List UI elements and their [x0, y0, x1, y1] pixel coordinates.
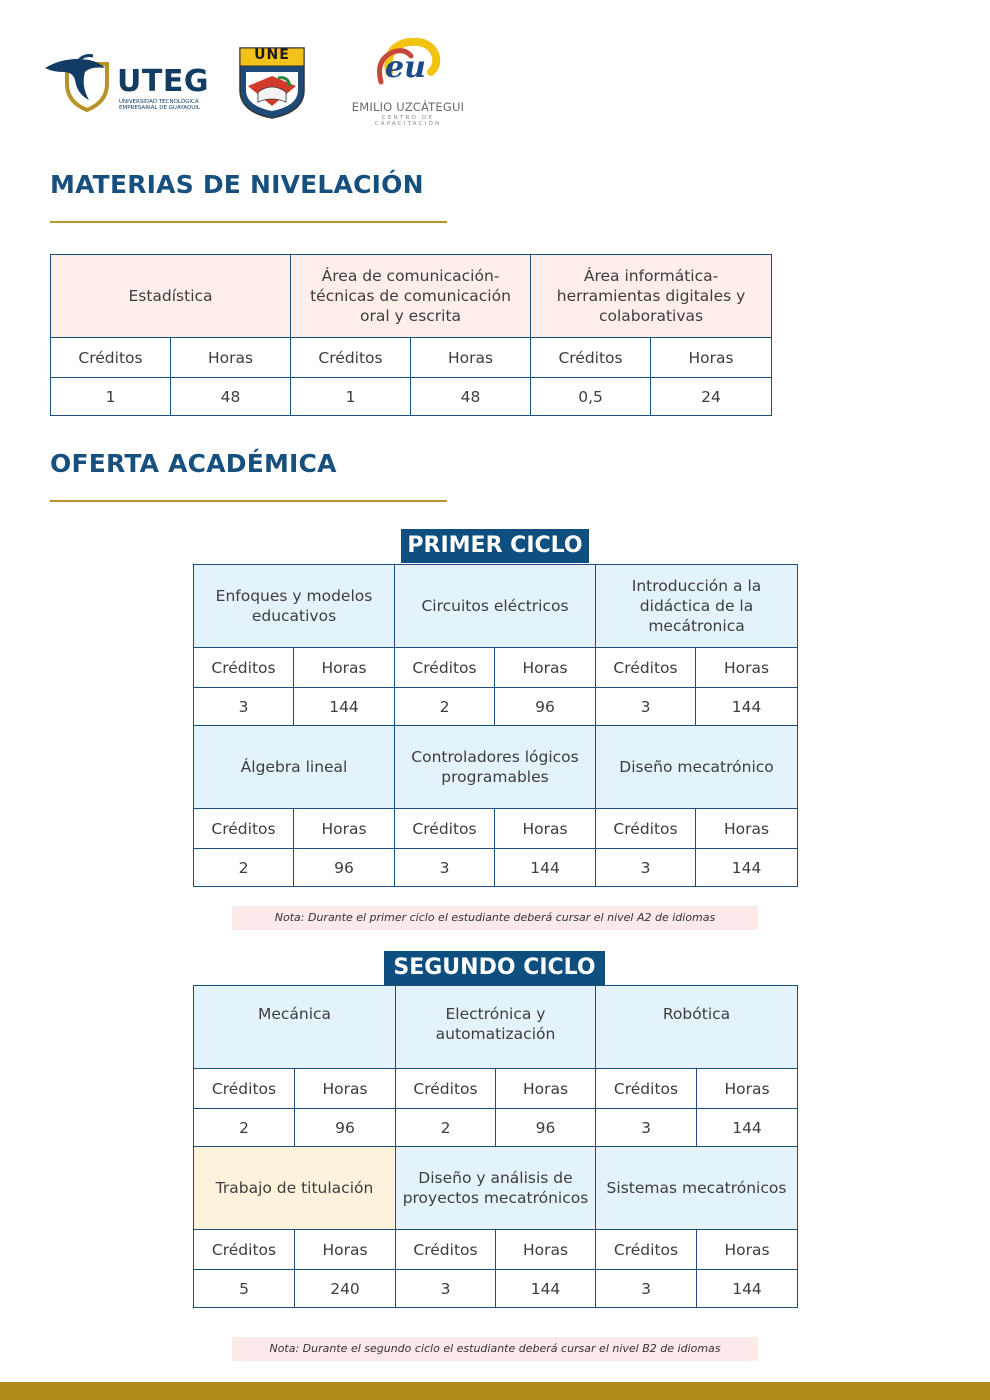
hours-header: Horas: [294, 809, 395, 849]
note-text: Durante el segundo ciclo el estudiante deberá cursar el nivel B2 de idiomas: [299, 1342, 721, 1355]
eu-mark: eu: [385, 50, 426, 85]
note-prefix: Nota:: [274, 911, 305, 924]
leveling-title-rule: [50, 221, 447, 223]
hours-header: Horas: [294, 648, 395, 688]
hours-header: Horas: [496, 1230, 596, 1270]
credits-value: 5: [194, 1270, 295, 1308]
hours-header: Horas: [411, 338, 531, 378]
leveling-table: [50, 254, 772, 416]
credits-header: Créditos: [194, 809, 294, 849]
logo-row: [40, 36, 480, 126]
subject-name: Introducción a la didáctica de la mecátronica: [596, 565, 798, 648]
hours-header: Horas: [697, 1230, 798, 1270]
cycle2-note: [232, 1337, 758, 1361]
credits-value: 3: [194, 688, 294, 726]
hours-value: 96: [496, 1109, 596, 1147]
credits-value: 2: [194, 1109, 295, 1147]
subject-name: Mecánica: [194, 986, 396, 1069]
credits-value: 2: [395, 688, 495, 726]
note-text: Durante el primer ciclo el estudiante deberá cursar el nivel A2 de idiomas: [304, 911, 716, 924]
hours-value: 144: [697, 1270, 798, 1308]
credits-header: Créditos: [596, 1069, 697, 1109]
subject-name: Área de comunicación-técnicas de comunicación oral y escrita: [291, 255, 531, 338]
cycle1-title: PRIMER CICLO: [401, 529, 589, 563]
hours-header: Horas: [495, 648, 596, 688]
credits-value: 3: [596, 1270, 697, 1308]
uteg-emblem-icon: [45, 54, 115, 112]
subject-name: Circuitos eléctricos: [395, 565, 596, 648]
hours-value: 48: [411, 378, 531, 416]
credits-value: 3: [596, 1109, 697, 1147]
credits-header: Créditos: [194, 648, 294, 688]
credits-value: 3: [395, 849, 495, 887]
credits-header: Créditos: [51, 338, 171, 378]
hours-value: 96: [495, 688, 596, 726]
footer-bar: [0, 1382, 990, 1400]
subject-name: Diseño mecatrónico: [596, 726, 798, 809]
credits-header: Créditos: [396, 1230, 496, 1270]
credits-value: 0,5: [531, 378, 651, 416]
subject-name: Diseño y análisis de proyectos mecatrónicos: [396, 1147, 596, 1230]
subject-name: Estadística: [51, 255, 291, 338]
credits-value: 1: [291, 378, 411, 416]
hours-header: Horas: [651, 338, 772, 378]
subject-name: Electrónica y automatización: [396, 986, 596, 1069]
cycle2-title: SEGUNDO CICLO: [384, 951, 605, 985]
credits-header: Créditos: [596, 648, 696, 688]
subject-name: Trabajo de titulación: [194, 1147, 396, 1230]
credits-header: Créditos: [395, 648, 495, 688]
credits-header: Créditos: [396, 1069, 496, 1109]
credits-header: Créditos: [395, 809, 495, 849]
emilio-uzcategui-logo: [345, 38, 470, 127]
subject-name: Enfoques y modelos educativos: [194, 565, 395, 648]
hours-header: Horas: [295, 1069, 396, 1109]
offer-title-rule: [50, 500, 447, 502]
hours-header: Horas: [696, 809, 798, 849]
hours-value: 24: [651, 378, 772, 416]
hours-value: 144: [495, 849, 596, 887]
credits-value: 3: [596, 849, 696, 887]
offer-title: OFERTA ACADÉMICA: [50, 449, 337, 478]
credits-header: Créditos: [291, 338, 411, 378]
credits-value: 1: [51, 378, 171, 416]
subject-name: Área informática-herramientas digitales y colaborativas: [531, 255, 772, 338]
hours-value: 144: [696, 849, 798, 887]
hours-value: 144: [696, 688, 798, 726]
subject-name: Sistemas mecatrónicos: [596, 1147, 798, 1230]
cycle1-table: [193, 564, 798, 887]
emilio-subtitle: CENTRO DE CAPACITACIÓN: [374, 115, 442, 127]
credits-header: Créditos: [531, 338, 651, 378]
hours-value: 96: [295, 1109, 396, 1147]
subject-name: Álgebra lineal: [194, 726, 395, 809]
hours-value: 144: [496, 1270, 596, 1308]
credits-value: 2: [396, 1109, 496, 1147]
credits-header: Créditos: [596, 809, 696, 849]
credits-header: Créditos: [194, 1230, 295, 1270]
credits-header: Créditos: [194, 1069, 295, 1109]
uteg-name: UTEG: [117, 64, 209, 99]
cycle2-table: [193, 985, 798, 1308]
uteg-subtitle: UNIVERSIDAD TECNOLÓGICA EMPRESARIAL DE GUAYAQUIL: [119, 99, 200, 111]
hours-value: 96: [294, 849, 395, 887]
credits-header: Créditos: [596, 1230, 697, 1270]
hours-header: Horas: [495, 809, 596, 849]
hours-header: Horas: [697, 1069, 798, 1109]
hours-value: 240: [295, 1270, 396, 1308]
hours-header: Horas: [171, 338, 291, 378]
uteg-logo: [45, 54, 209, 112]
hours-header: Horas: [696, 648, 798, 688]
hours-header: Horas: [496, 1069, 596, 1109]
une-name: UNE: [254, 47, 290, 63]
hours-value: 48: [171, 378, 291, 416]
une-logo: [238, 46, 306, 120]
hours-value: 144: [294, 688, 395, 726]
cycle1-note: [232, 906, 758, 930]
credits-value: 2: [194, 849, 294, 887]
hours-value: 144: [697, 1109, 798, 1147]
note-prefix: Nota:: [269, 1342, 300, 1355]
leveling-title: MATERIAS DE NIVELACIÓN: [50, 170, 424, 199]
credits-value: 3: [396, 1270, 496, 1308]
subject-name: Robótica: [596, 986, 798, 1069]
subject-name: Controladores lógicos programables: [395, 726, 596, 809]
credits-value: 3: [596, 688, 696, 726]
emilio-name: EMILIO UZCÁTEGUI: [351, 100, 465, 114]
hours-header: Horas: [295, 1230, 396, 1270]
